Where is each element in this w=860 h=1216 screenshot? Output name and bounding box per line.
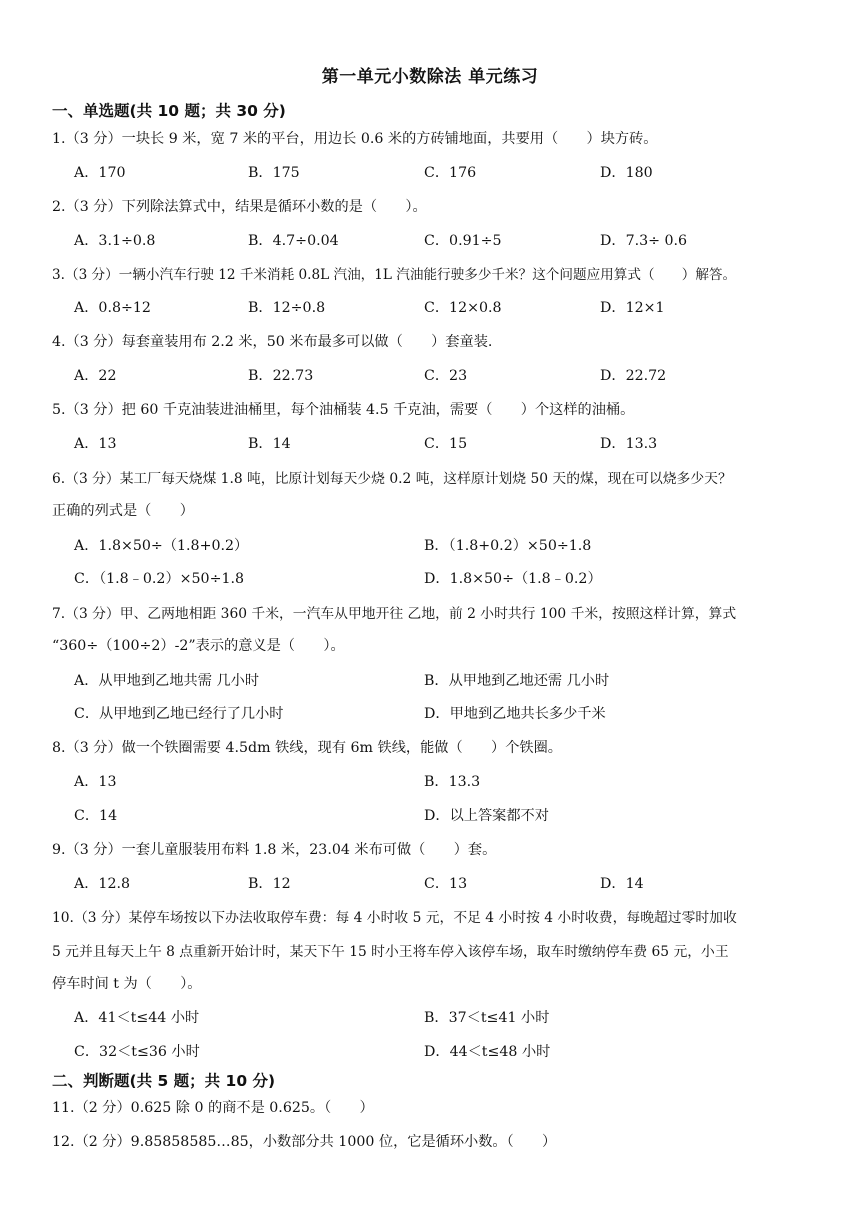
option-c[interactable]: C．0.91÷5	[424, 233, 502, 249]
question-1-options	[74, 162, 834, 182]
option-c[interactable]: C．14	[74, 808, 118, 824]
option-a[interactable]: A．12.8	[74, 876, 131, 892]
question-2-options	[74, 230, 834, 250]
question-4-options	[74, 365, 834, 385]
question-6-options-row2	[74, 568, 834, 588]
option-b[interactable]: B．22.73	[248, 368, 314, 384]
option-a[interactable]: A．0.8÷12	[74, 300, 151, 316]
option-d[interactable]: D．13.3	[600, 436, 658, 452]
option-d[interactable]: D．7.3÷ 0.6	[600, 233, 688, 249]
option-d[interactable]: D．14	[600, 876, 644, 892]
question-4-text: 4.（3 分）每套童装用布 2.2 米，50 米布最多可以做（ ）套童装.	[52, 334, 493, 350]
question-7-options-row2	[74, 703, 834, 723]
option-c[interactable]: C．32＜t≤36 小时	[74, 1044, 200, 1060]
option-c[interactable]: C．13	[424, 876, 468, 892]
question-10-continuation: 5 元并且每天上午 8 点重新开始计时，某天下午 15 时小王将车停入该停车场，取车时缴纳停车费 65 元，小王	[52, 944, 729, 960]
option-d[interactable]: D．1.8×50÷（1.8﹣0.2）	[424, 571, 602, 587]
question-5-text: 5.（3 分）把 60 千克油装进油桶里，每个油桶装 4.5 千克油，需要（ ）个这样的油桶。	[52, 402, 635, 418]
section-heading-true-false: 二、判断题(共 5 题；共 10 分)	[52, 1072, 276, 1090]
page-title: 第一单元小数除法 单元练习	[321, 67, 539, 87]
question-7-continuation: “360÷（100÷2）-2”表示的意义是（ ）。	[52, 638, 345, 654]
option-a[interactable]: A．13	[74, 774, 117, 790]
option-b[interactable]: B．14	[248, 436, 291, 452]
option-c[interactable]: C．23	[424, 368, 468, 384]
question-8-text: 8.（3 分）做一个铁圈需要 4.5dm 铁线，现有 6m 铁线，能做（ ）个铁圈。	[52, 740, 562, 756]
option-a[interactable]: A．13	[74, 436, 117, 452]
option-d[interactable]: D．甲地到乙地共长多少千米	[424, 706, 606, 722]
question-9-options	[74, 873, 834, 893]
question-1-text: 1.（3 分）一块长 9 米，宽 7 米的平台，用边长 0.6 米的方砖铺地面，共要用（ ）块方砖。	[52, 131, 658, 147]
question-10-options-row2	[74, 1041, 834, 1061]
question-11-text: 11.（2 分）0.625 除 0 的商不是 0.625。（ ）	[52, 1100, 374, 1116]
question-5-options	[74, 433, 834, 453]
question-10-options-row1	[74, 1007, 834, 1027]
question-12-text: 12.（2 分）9.85858585…85，小数部分共 1000 位，它是循环小数。（ ）	[52, 1134, 557, 1150]
question-2-text: 2.（3 分）下列除法算式中，结果是循环小数的是（ ）。	[52, 199, 427, 215]
option-b[interactable]: B．从甲地到乙地还需 几小时	[424, 673, 610, 689]
option-a[interactable]: A．41＜t≤44 小时	[74, 1010, 200, 1026]
option-a[interactable]: A．从甲地到乙地共需 几小时	[74, 673, 260, 689]
option-d[interactable]: D．12×1	[600, 300, 665, 316]
question-6-options-row1	[74, 535, 834, 555]
question-8-options-row2	[74, 805, 834, 825]
option-a[interactable]: A．3.1÷0.8	[74, 233, 156, 249]
question-7-text: 7.（3 分）甲、乙两地相距 360 千米，一汽车从甲地开往 乙地，前 2 小时共行 100 千米，按照这样计算，算式	[52, 606, 737, 622]
option-d[interactable]: D．44＜t≤48 小时	[424, 1044, 551, 1060]
question-7-options-row1	[74, 670, 834, 690]
option-b[interactable]: B．175	[248, 165, 300, 181]
question-8-options-row1	[74, 771, 834, 791]
option-c[interactable]: C．从甲地到乙地已经行了几小时	[74, 706, 284, 722]
option-c[interactable]: C．15	[424, 436, 468, 452]
option-d[interactable]: D．22.72	[600, 368, 667, 384]
question-3-options	[74, 297, 834, 317]
question-6-continuation: 正确的列式是（ ）	[52, 503, 194, 519]
option-c[interactable]: C．176	[424, 165, 477, 181]
option-d[interactable]: D．180	[600, 165, 653, 181]
question-10-continuation-2: 停车时间 t 为（ ）。	[52, 976, 202, 992]
option-d[interactable]: D．以上答案都不对	[424, 808, 549, 824]
question-6-text: 6.（3 分）某工厂每天烧煤 1.8 吨，比原计划每天少烧 0.2 吨，这样原计划烧 50 天的煤，现在可以烧多少天？	[52, 471, 732, 487]
option-b[interactable]: B．12÷0.8	[248, 300, 326, 316]
option-b[interactable]: B．4.7÷0.04	[248, 233, 339, 249]
option-c[interactable]: C．（1.8﹣0.2）×50÷1.8	[74, 571, 245, 587]
question-10-text: 10.（3 分）某停车场按以下办法收取停车费：每 4 小时收 5 元，不足 4 小时按 4 小时收费，每晚超过零时加收	[52, 910, 737, 926]
section-heading-single-choice: 一、单选题(共 10 题；共 30 分)	[52, 102, 286, 120]
question-9-text: 9.（3 分）一套儿童服装用布料 1.8 米，23.04 米布可做（ ）套。	[52, 842, 497, 858]
option-b[interactable]: B．37＜t≤41 小时	[424, 1010, 550, 1026]
option-c[interactable]: C．12×0.8	[424, 300, 502, 316]
option-a[interactable]: A．1.8×50÷（1.8+0.2）	[74, 538, 249, 554]
question-3-text: 3.（3 分）一辆小汽车行驶 12 千米消耗 0.8L 汽油，1L 汽油能行驶多少千米？这个问题应用算式（ ）解答。	[52, 267, 737, 283]
option-b[interactable]: B．（1.8+0.2）×50÷1.8	[424, 538, 592, 554]
option-b[interactable]: B．13.3	[424, 774, 481, 790]
option-b[interactable]: B．12	[248, 876, 291, 892]
option-a[interactable]: A．22	[74, 368, 117, 384]
option-a[interactable]: A．170	[74, 165, 126, 181]
